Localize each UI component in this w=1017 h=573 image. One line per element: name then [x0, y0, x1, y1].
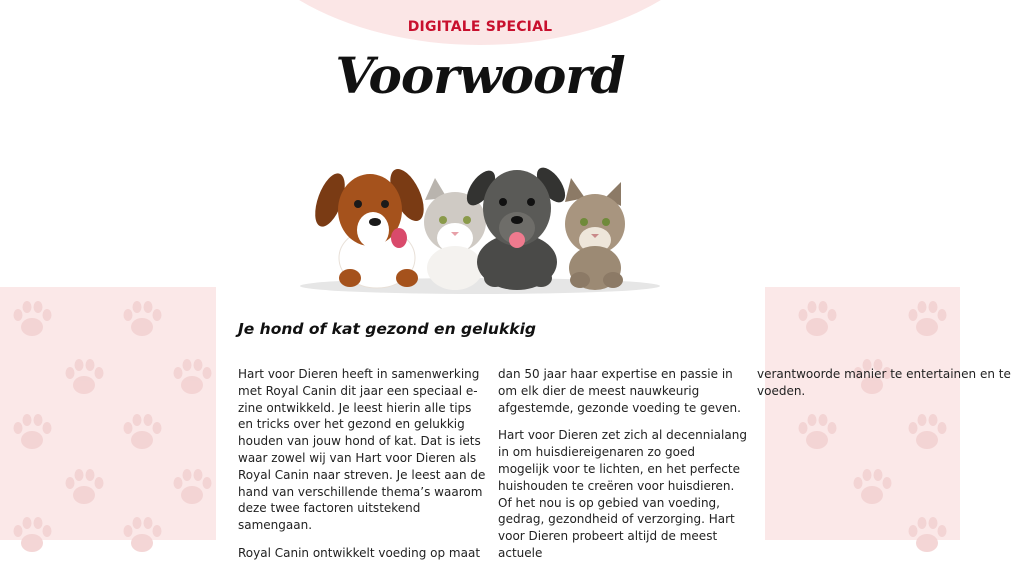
paw-icon — [10, 299, 54, 339]
paw-icon — [170, 467, 214, 507]
paw-icon — [62, 467, 106, 507]
text-column-3 — [757, 366, 1017, 411]
paw-icon — [795, 299, 839, 339]
pets-illustration — [295, 140, 665, 300]
page-title: Voorwoord — [335, 46, 625, 105]
paw-icon — [905, 515, 949, 555]
paw-icon — [120, 515, 164, 555]
paw-icon — [905, 412, 949, 452]
text-column-2 — [498, 366, 748, 573]
paw-icon — [10, 515, 54, 555]
paw-icon — [10, 412, 54, 452]
paw-icon — [850, 467, 894, 507]
dog-brown-icon — [309, 164, 430, 288]
text-column-1 — [238, 366, 488, 573]
paragraph: Royal Canin ontwikkelt voeding op maat — [238, 545, 481, 560]
paragraph: Hart voor Dieren heeft in samenwerking met Royal Canin dit jaar een speciaal e-zine ontwikkeld. Je leest hierin alle tips en tricks over het gezond en gelukkig houden van jouw hond of kat. Dat is iets waar zowel wij van Hart voor Dieren als Royal Canin naar streven. Je leest aan de hand van verschillende thema’s waarom deze twee factoren uitstekend samengaan. — [238, 367, 486, 533]
paw-icon — [795, 412, 839, 452]
paw-icon — [120, 412, 164, 452]
cat-tabby-icon — [565, 178, 625, 290]
article-heading: Je hond of kat gezond en gelukkig — [238, 320, 536, 338]
paw-icon — [170, 357, 214, 397]
paragraph: Hart voor Dieren zet zich al decennialang in om huisdiereigenaren zo goed mogelijk voor te lichten, en het perfecte huishouden te creëren voor huisdieren. Of het nou is op gebied van voeding, gedrag, gezondheid of verzorging. Hart voor Dieren probeert altijd de meest actuele — [498, 428, 747, 560]
paw-icon — [62, 357, 106, 397]
kicker-label: DIGITALE SPECIAL — [407, 19, 553, 35]
paw-icon — [905, 299, 949, 339]
paragraph: dan 50 jaar haar expertise en passie in om elk dier de meest nauwkeurig afgestemde, gezonde voeding te geven. — [498, 367, 741, 415]
paw-icon — [120, 299, 164, 339]
paragraph: verantwoorde manier te entertainen en te voeden. — [757, 367, 1011, 398]
